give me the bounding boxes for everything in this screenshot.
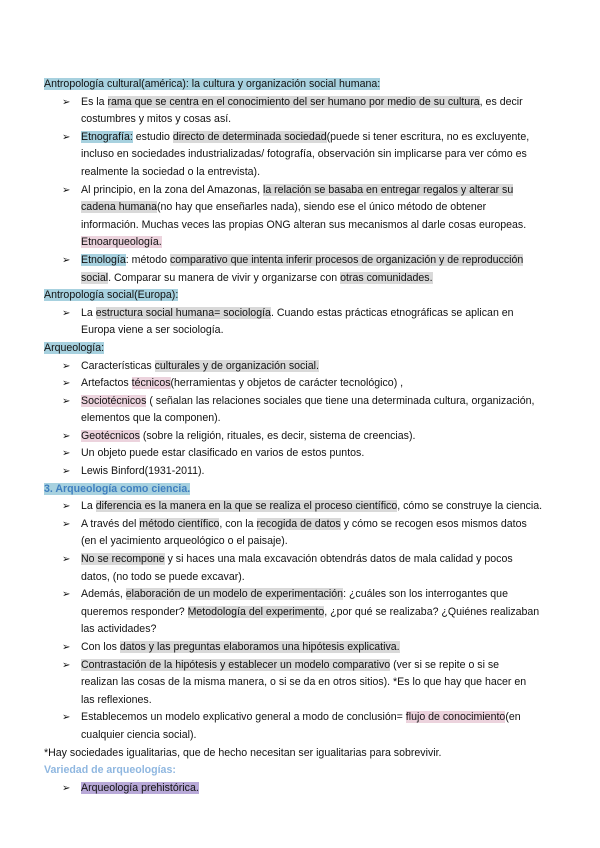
section-heading-arqueologia-como-ciencia: 3. Arqueología como ciencia. (44, 482, 191, 495)
list-item: ➢ Etnología: método comparativo que intenta inferir procesos de organización y de reproducción social. Comparar su manera de vivir y organizarse con otras comunidades. (62, 253, 524, 284)
arrow-bullet-icon: ➢ (62, 518, 71, 530)
section-heading-arqueologia: Arqueología: (44, 341, 105, 354)
arrow-bullet-icon: ➢ (62, 307, 71, 319)
list-item: ➢ La diferencia es la manera en la que se realiza el proceso científico, cómo se construye la ciencia. (44, 498, 560, 516)
list-item: ➢ La estructura social humana= sociología. Cuando estas prácticas etnográficas se aplican en Europa viene a ser sociología. (62, 306, 514, 337)
list-item: ➢ Características culturales y de organización social. (44, 358, 560, 376)
section-heading-antropologia-cultural: Antropología cultural(américa): la cultura y organización social humana: (44, 78, 381, 90)
section-heading-variedad-de-arqueologias: Variedad de arqueologías: (44, 764, 176, 777)
arrow-bullet-icon: ➢ (62, 430, 71, 442)
arrow-bullet-icon: ➢ (62, 395, 71, 407)
arrow-bullet-icon: ➢ (62, 659, 71, 671)
arrow-bullet-icon: ➢ (62, 642, 71, 653)
list-item: ➢ Un objeto puede estar clasificado en varios de estos puntos. (44, 445, 560, 463)
list-item: ➢ A través del método científico, con la recogida de datos y cómo se recogen esos mismos datos (en el yacimiento arqueológico o el paisaje). (62, 517, 527, 548)
arrow-bullet-icon: ➢ (62, 712, 71, 724)
list-item: ➢ Con los datos y las preguntas elaboramos una hipótesis explicativa. (44, 639, 560, 657)
list-item: ➢ Arqueología prehistórica. (44, 780, 560, 798)
arrow-bullet-icon: ➢ (62, 782, 71, 794)
arrow-bullet-icon: ➢ (62, 254, 71, 266)
arrow-bullet-icon: ➢ (62, 448, 71, 460)
list-item: ➢ Al principio, en la zona del Amazonas, la relación se basaba en entregar regalos y alterar su cadena humana(no hay que enseñarles nada), siendo ese el único método de obtener información. Muchas veces las propias ONG alteran sus mecanismos al darle cosas europeas. Etnoarqueología. (62, 183, 527, 249)
arrow-bullet-icon: ➢ (62, 501, 71, 513)
arrow-bullet-icon: ➢ (62, 360, 71, 372)
arrow-bullet-icon: ➢ (62, 131, 71, 143)
list-item: ➢ Lewis Binford(1931-2011). (44, 463, 560, 481)
section-heading-antropologia-social: Antropología social(Europa): (44, 289, 179, 302)
arrow-bullet-icon: ➢ (62, 554, 71, 566)
footnote: *Hay sociedades igualitarias, que de hecho necesitan ser igualitarias para sobrevivir. (44, 746, 442, 759)
arrow-bullet-icon: ➢ (62, 466, 71, 478)
list-item: ➢ No se recompone y si haces una mala excavación obtendrás datos de mala calidad y pocos datos, (no todo se puede excavar). (62, 553, 513, 583)
arrow-bullet-icon: ➢ (62, 96, 71, 108)
list-item: ➢ Establecemos un modelo explicativo general a modo de conclusión= flujo de conocimiento(en cualquier ciencia social). (62, 711, 521, 741)
list-item: ➢ Es la rama que se centra en el conocimiento del ser humano por medio de su cultura, es decir costumbres y mitos y cosas así. (62, 95, 523, 126)
list-item: ➢ Geotécnicos (sobre la religión, rituales, es decir, sistema de creencias). (44, 428, 560, 446)
list-item: ➢ Artefactos técnicos(herramientas y objetos de carácter tecnológico) , (44, 375, 560, 393)
arrow-bullet-icon: ➢ (62, 589, 71, 601)
list-item: ➢ Sociotécnicos ( señalan las relaciones sociales que tiene una determinada cultura, organización, elementos que la componen). (62, 394, 535, 425)
list-item: ➢ Además, elaboración de un modelo de experimentación: ¿cuáles son los interrogantes que queremos responder? Metodología del experimento, ¿por qué se realizaba? ¿Quiénes realizaban las actividades? (62, 588, 540, 636)
arrow-bullet-icon: ➢ (62, 184, 71, 196)
list-item: ➢ Etnografía: estudio directo de determinada sociedad(puede si tener escritura, no es excluyente, incluso en sociedades industrializadas/ fotografía, observación sin implicarse para ver cómo es realmente la sociedad o la entrevista). (62, 130, 530, 178)
arrow-bullet-icon: ➢ (62, 378, 71, 390)
list-item: ➢ Contrastación de la hipótesis y establecer un modelo comparativo (ver si se repite o si se realizan las cosas de la misma manera, o si se da en otros sitios). *Es lo que hay que hacer en las reflexiones. (62, 658, 527, 706)
